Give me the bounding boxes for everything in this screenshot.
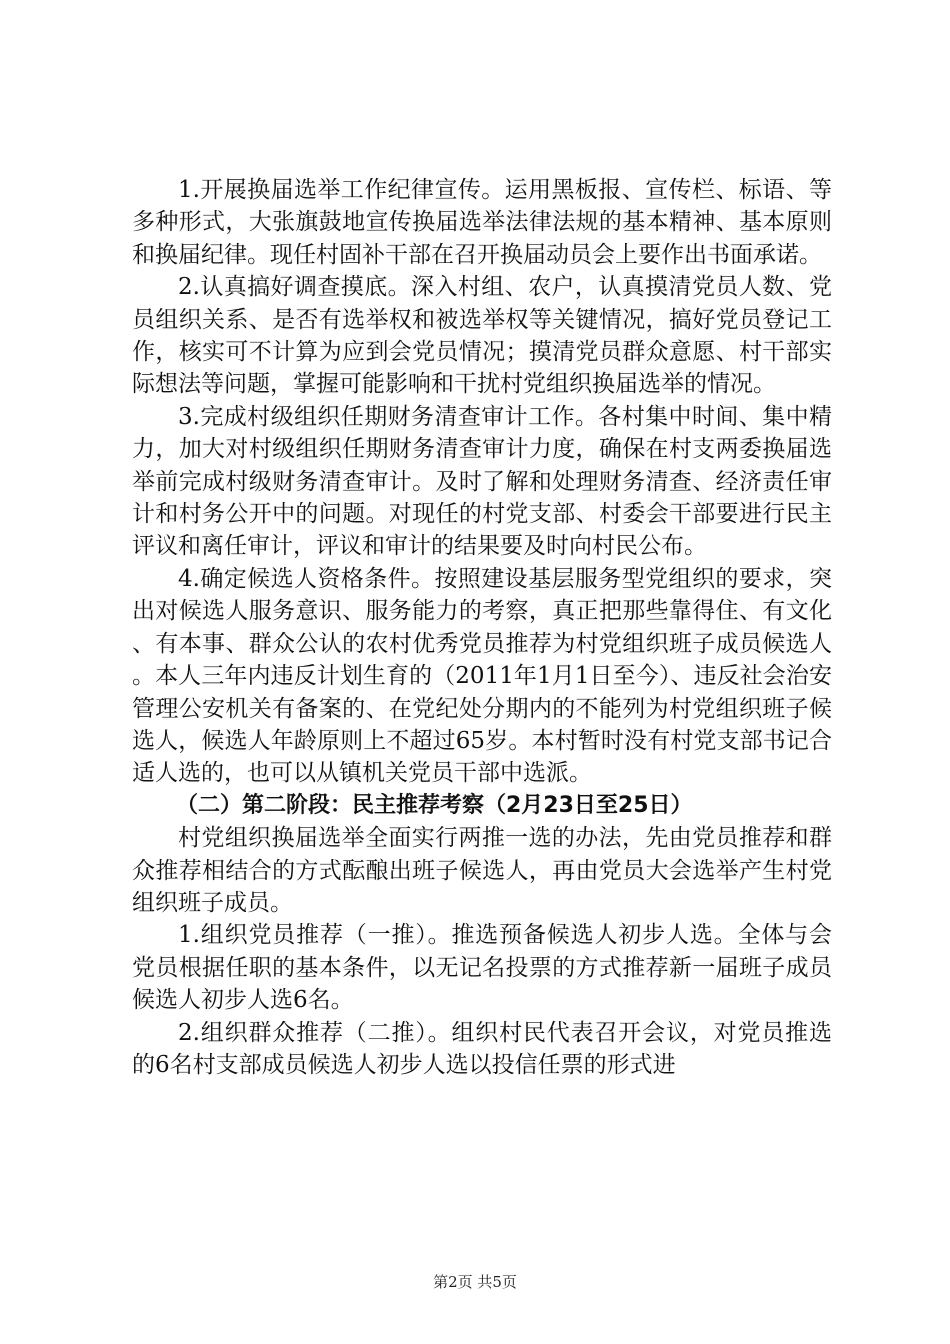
paragraph-6: 1.组织党员推荐（一推）。推选预备候选人初步人选。全体与会党员根据任职的基本条件，以无记名投票的方式推荐新一届班子成员候选人初步人选6名。 xyxy=(132,922,832,1014)
paragraph-1: 1.开展换届选举工作纪律宣传。运用黑板报、宣传栏、标语、等多种形式，大张旗鼓地宣传换届选举法律法规的基本精神、基本原则和换届纪律。现任村固补干部在召开换届动员会上要作出书面承诺。 xyxy=(132,177,832,268)
paragraph-2: 2.认真搞好调查摸底。深入村组、农户，认真摸清党员人数、党员组织关系、是否有选举权和被选举权等关键情况，搞好党员登记工作，核实可不计算为应到会党员情况；摸清党员群众意愿、村干部实际想法等问题，掌握可能影响和干扰村党组织换届选举的情况。 xyxy=(132,274,832,398)
page-footer: 第2页 共5页 xyxy=(433,1273,517,1291)
paragraph-5: 村党组织换届选举全面实行两推一选的办法，先由党员推荐和群众推荐相结合的方式酝酿出班子候选人，再由党员大会选举产生村党组织班子成员。 xyxy=(132,825,832,916)
section-heading: （二）第二阶段：民主推荐考察（2月23日至25日） xyxy=(176,792,693,818)
paragraph-7: 2.组织群众推荐（二推）。组织村民代表召开会议，对党员推选的6名村支部成员候选人初步人选以投信任票的形式进 xyxy=(132,1019,832,1078)
paragraph-3: 3.完成村级组织任期财务清查审计工作。各村集中时间、集中精力，加大对村级组织任期财务清查审计力度，确保在村支两委换届选举前完成村级财务清查审计。及时了解和处理财务清查、经济责任审计和村务公开中的问题。对现任的村党支部、村委会干部要进行民主评议和离任审计，评议和审计的结果要及时向村民公布。 xyxy=(132,403,832,560)
paragraph-4: 4.确定候选人资格条件。按照建设基层服务型党组织的要求，突出对候选人服务意识、服务能力的考察，真正把那些靠得住、有文化、有本事、群众公认的农村优秀党员推荐为村党组织班子成员候选人。本人三年内违反计划生育的（2011年1月1日至今）、违反社会治安管理公安机关有备案的、在党纪处分期内的不能列为村党组织班子候选人，候选人年龄原则上不超过65岁。本村暂时没有村党支部书记合适人选的，也可以从镇机关党员干部中选派。 xyxy=(132,565,832,787)
document-body xyxy=(132,174,832,1081)
